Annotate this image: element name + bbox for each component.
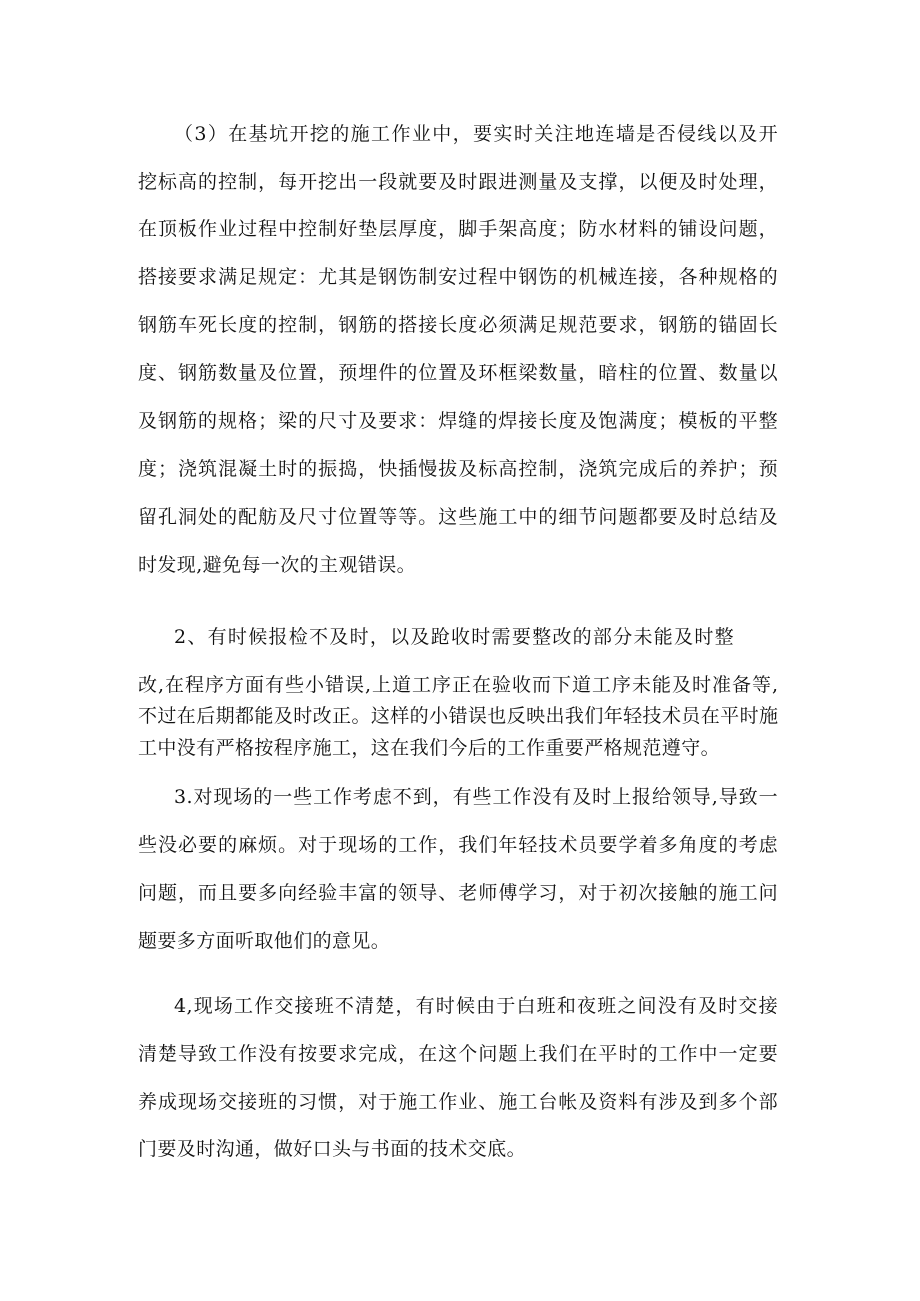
- paragraph-1-line-8: 度；浇筑混凝土时的振捣，快插慢拔及标高控制，浇筑完成后的养护；预: [138, 458, 778, 480]
- paragraph-2-line-2: 改,在程序方面有些小错误,上道工序正在验收而下道工序未能及时准备等,: [138, 674, 778, 696]
- paragraph-1-line-10: 时发现,避免每一次的主观错误。: [138, 554, 417, 576]
- paragraph-4-line-2: 清楚导致工作没有按要求完成，在这个问题上我们在平时的工作中一定要: [138, 1043, 778, 1065]
- paragraph-1-line-2: 挖标高的控制，每开挖出一段就要及时跟进测量及支撑，以便及时处理，: [138, 171, 778, 193]
- paragraph-2-line-1: 2、有时候报检不及时，以及跄收时需要整改的部分未能及时整: [174, 626, 734, 648]
- paragraph-1-line-7: 及钢筋的规格；梁的尺寸及要求：焊缝的焊接长度及饱满度；模板的平整: [138, 410, 778, 432]
- paragraph-1-line-3: 在顶板作业过程中控制好垫层厚度，脚手架高度；防水材料的铺设问题，: [138, 218, 778, 240]
- paragraph-2-line-4: 工中没有严格按程序施工，这在我们今后的工作重要严格规范遵守。: [138, 737, 721, 759]
- paragraph-1-line-1: （3）在基坑开挖的施工作业中，要实时关注地连墙是否侵线以及开: [174, 123, 778, 145]
- paragraph-1-line-9: 留孔洞处的配舫及尺寸位置等等。这些施工中的细节问题都要及时总结及: [138, 506, 778, 528]
- paragraph-3-line-1: 3.对现场的一些工作考虑不到，有些工作没有及时上报给领导,导致一: [174, 786, 778, 808]
- paragraph-2-line-3: 不过在后期都能及时改正。这样的小错误也反映出我们年轻技术员在平时施: [138, 705, 778, 727]
- paragraph-3-line-3: 问题，而且要多向经验丰富的领导、老师傅学习，对于初次接触的施工问: [138, 882, 778, 904]
- paragraph-4-line-4: 门要及时沟通，做好口头与书面的技术交底。: [138, 1138, 527, 1160]
- paragraph-3-line-4: 题要多方面听取他们的意见。: [138, 930, 391, 952]
- paragraph-1-line-5: 钢筋车死长度的控制，钢筋的搭接长度必须满足规范要求，钢筋的锚固长: [138, 314, 778, 336]
- paragraph-4-line-1: 4,现场工作交接班不清楚，有时候由于白班和夜班之间没有及时交接: [174, 995, 778, 1017]
- paragraph-1-line-6: 度、钢筋数量及位置，预埋件的位置及环框梁数量，暗柱的位置、数量以: [138, 362, 778, 384]
- paragraph-3-line-2: 些没必要的麻烦。对于现场的工作，我们年轻技术员要学着多角度的考虑: [138, 834, 778, 856]
- paragraph-1-line-4: 搭接要求满足规定：尤其是钢饬制安过程中钢饬的机械连接，各种规格的: [138, 266, 778, 288]
- paragraph-4-line-3: 养成现场交接班的习惯，对于施工作业、施工台帐及资料有涉及到多个部: [138, 1091, 778, 1113]
